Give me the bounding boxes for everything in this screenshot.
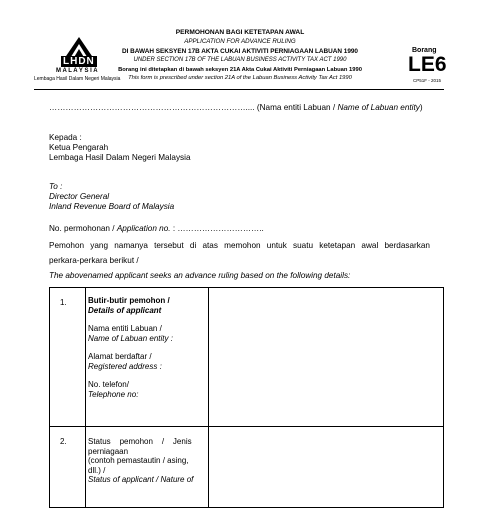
prescribed-en: This form is prescribed under section 21A of the Labuan Business Activity Tax Act 1990 <box>128 75 352 81</box>
table-row <box>50 427 444 508</box>
application-no-label-en: Application no. <box>116 224 171 233</box>
prescribed-my: Borang ini ditetapkan di bawah seksyen 21A Akta Cukai Aktiviti Perniagaan Labuan 1990 <box>118 67 362 73</box>
label-cell <box>86 288 209 427</box>
address-label-en: Registered address : <box>88 361 162 371</box>
row-number-cell <box>50 427 86 508</box>
status-label-line3: (contoh pemastautin / asing, <box>88 456 189 465</box>
addressee-title-my: Ketua Pengarah <box>49 143 109 152</box>
intro-en: The abovenamed applicant seeks an advance ruling based on the following details: <box>49 271 351 280</box>
address-label-my: Alamat berdaftar / <box>88 352 152 361</box>
addressee-title-en: Director General <box>49 192 110 201</box>
to-label: To : <box>49 182 63 191</box>
borang-label: Borang <box>412 47 437 54</box>
form-version: CP51F - 2015 <box>413 78 442 83</box>
row-number: 1. <box>60 298 67 307</box>
entity-label-my: (Nama entiti Labuan / <box>254 103 338 112</box>
details-table <box>49 287 444 508</box>
telephone-label-en: Telephone no: <box>88 389 139 399</box>
applicant-status-input[interactable] <box>209 427 444 508</box>
applicant-details-title-my: Butir-butir pemohon / <box>88 296 170 305</box>
entity-name-label-my: Nama entiti Labuan / <box>88 324 162 333</box>
section-en: UNDER SECTION 17B OF THE LABUAN BUSINESS ACTIVITY TAX ACT 1990 <box>133 57 347 63</box>
status-label-line2: perniagaan <box>88 446 129 456</box>
logo-country: M A L A Y S I A <box>56 68 98 74</box>
application-no-field <box>49 224 264 234</box>
addressee-org-en: Inland Revenue Board of Malaysia <box>49 202 175 211</box>
status-label-line1: Status pemohon / Jenis <box>88 437 192 446</box>
form-code: LE6 <box>408 53 447 76</box>
application-no-label-my: No. permohonan / <box>49 224 117 233</box>
title-en: APPLICATION FOR ADVANCE RULING <box>184 38 296 45</box>
status-label-line5: Status of applicant / Nature of <box>88 475 194 484</box>
entity-label-end: ) <box>419 103 423 112</box>
telephone-label-my: No. telefon/ <box>88 380 129 389</box>
applicant-details-title-en: Details of applicant <box>88 305 162 315</box>
entity-dots: ……………………………………………………………….... <box>49 103 255 112</box>
title-my: PERMOHONAN BAGI KETETAPAN AWAL <box>175 29 305 36</box>
section-my: DI BAWAH SEKSYEN 17B AKTA CUKAI AKTIVITI PERNIAGAAN LABUAN 1990 <box>121 48 358 55</box>
applicant-details-input[interactable] <box>209 288 444 427</box>
kepada-label: Kepada : <box>49 133 82 142</box>
intro-my-line1: Pemohon yang namanya tersebut di atas memohon untuk suatu ketetapan awal berdasarkan <box>49 241 430 250</box>
application-no-value: : ………………………….. <box>170 224 264 233</box>
status-label-line4: dll.) / <box>88 465 106 475</box>
entity-name-line <box>49 103 423 113</box>
row-number: 2. <box>60 437 67 446</box>
logo-text: LHDN <box>63 56 95 67</box>
intro-my-line2: perkara-perkara berikut / <box>49 256 139 265</box>
addressee-org-my: Lembaga Hasil Dalam Negeri Malaysia <box>49 153 191 162</box>
label-cell <box>86 427 209 508</box>
entity-label-en: Name of Labuan entity <box>337 103 420 112</box>
table-row <box>50 288 444 427</box>
header-divider <box>34 89 444 90</box>
logo-org-name: Lembaga Hasil Dalam Negeri Malaysia <box>34 76 121 82</box>
row-number-cell <box>50 288 86 427</box>
entity-name-label-en: Name of Labuan entity : <box>88 333 173 343</box>
